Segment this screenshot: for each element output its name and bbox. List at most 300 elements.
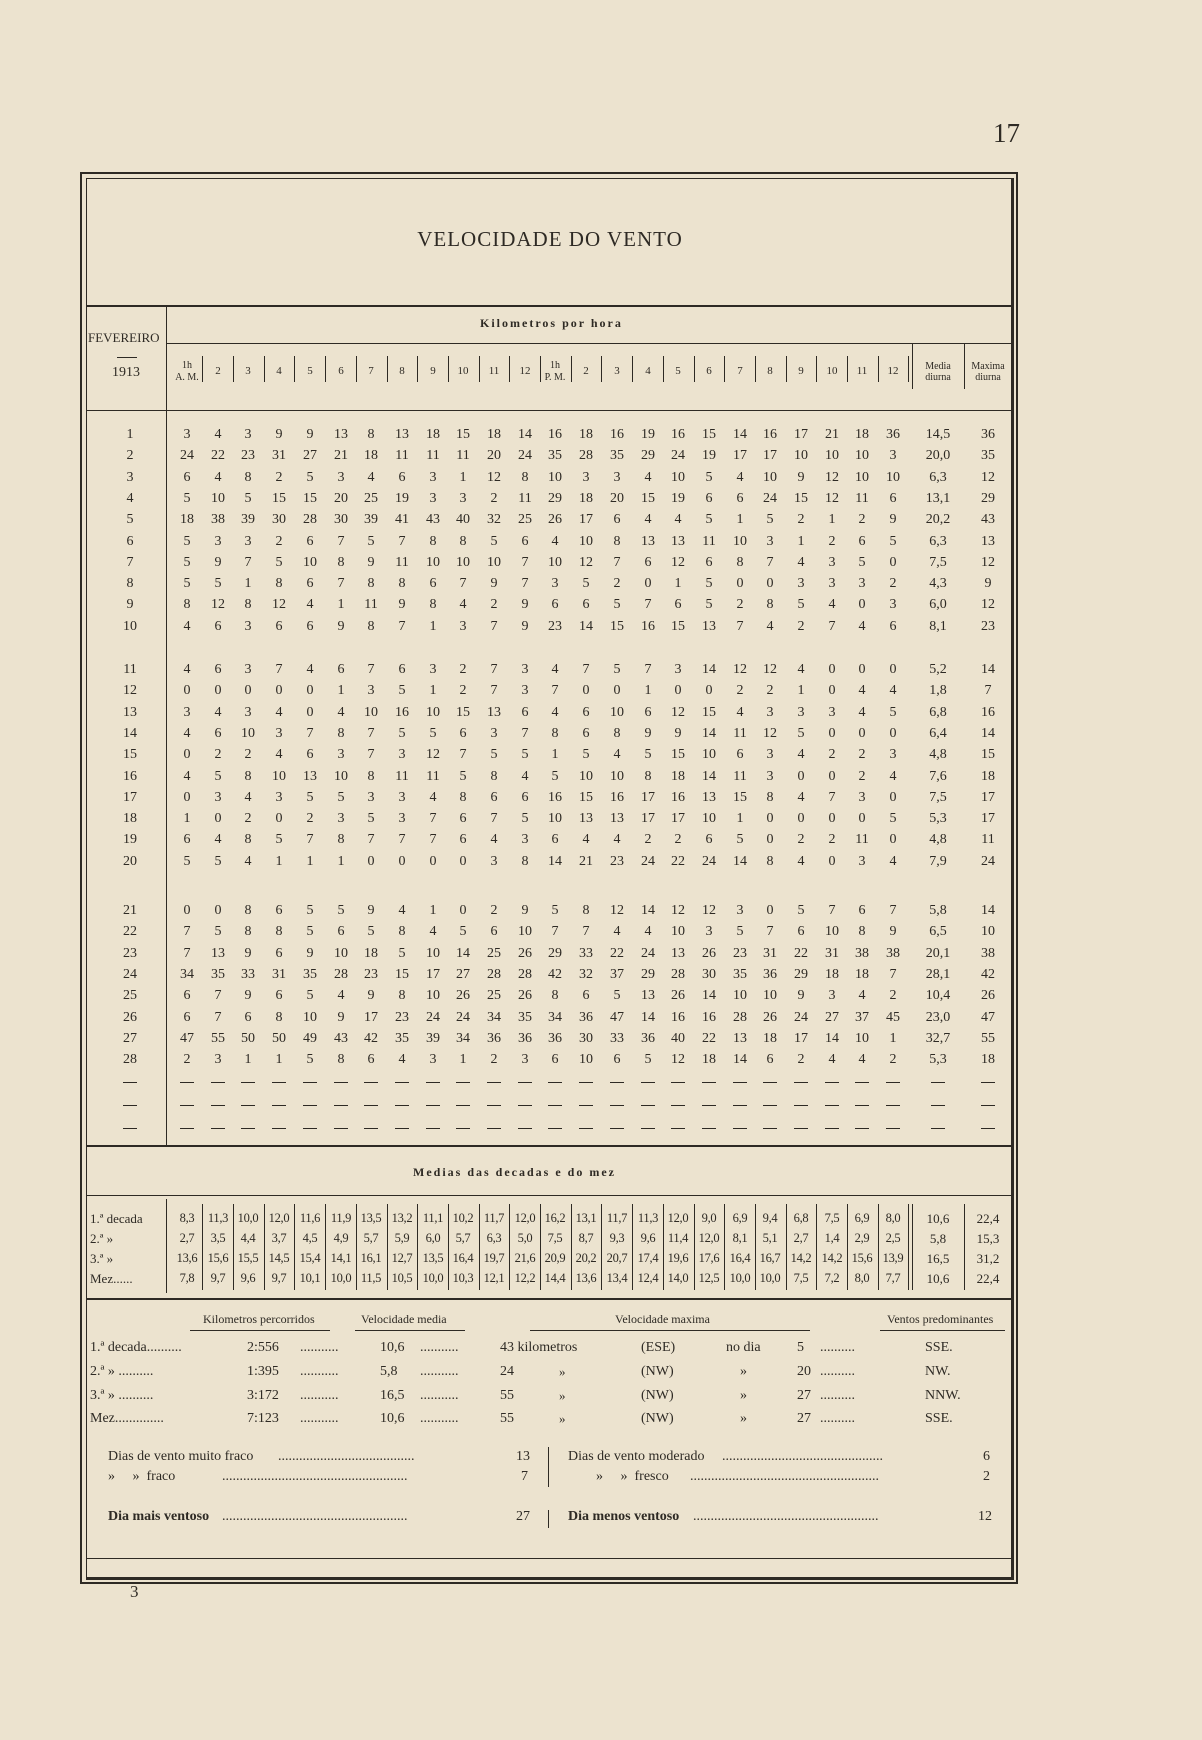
hourly-value: 10 [610,705,624,720]
km-value: 1:395 [247,1364,279,1379]
hourly-value: 16 [548,427,562,442]
hourly-value: 15 [456,705,470,720]
hourly-value: 5 [705,470,713,485]
hourly-value: 2 [214,747,222,762]
decade-bottom-rule [86,1298,1014,1300]
hourly-value: 9 [797,470,805,485]
hourly-value: 42 [364,1031,378,1046]
hourly-value: 13 [733,1031,747,1046]
hourly-value: 28 [733,1010,747,1025]
hourly-value: 8 [398,576,406,591]
hourly-value: 3 [244,534,252,549]
hourly-value: 18 [579,491,593,506]
hourly-value: 40 [671,1031,685,1046]
empty-cell-dash [886,1105,900,1106]
hourly-value: 7 [766,924,774,939]
decade-value: 10,0 [237,1211,259,1225]
decade-value: 10,0 [759,1271,781,1285]
hourly-value: 3 [828,705,836,720]
hourly-value: 12 [426,747,440,762]
decade-value: 19,6 [667,1251,689,1265]
hourly-value: 24 [426,1010,440,1025]
hourly-value: 8 [367,427,375,442]
media-diurna-value: 14,5 [925,427,951,442]
hour-column-divider [540,356,541,382]
hourly-value: 4 [828,1052,836,1067]
hourly-value: 6 [459,832,467,847]
empty-cell-dash [395,1128,409,1129]
hourly-value: 39 [241,512,255,527]
hourly-value: 41 [395,512,409,527]
hourly-value: 26 [456,988,470,1003]
hourly-value: 13 [702,619,716,634]
hourly-value: 10 [426,946,440,961]
media-diurna-value: 6,5 [929,924,947,939]
maxima-diurna-value: 42 [981,967,995,982]
decade-value: 12,5 [698,1271,720,1285]
day-number: 7 [126,555,134,570]
hourly-value: 11 [855,832,869,847]
hourly-value: 3 [674,662,682,677]
hourly-value: 33 [241,967,255,982]
hourly-value: 9 [521,597,529,612]
decade-value: 9,4 [762,1211,778,1225]
hourly-value: 5 [889,811,897,826]
hourly-value: 5 [521,747,529,762]
hourly-value: 12 [763,662,777,677]
hourly-value: 10 [211,491,225,506]
vmedia-value: 16,5 [380,1388,405,1403]
hourly-value: 0 [183,683,191,698]
hourly-value: 7 [889,967,897,982]
hourly-value: 4 [337,705,345,720]
hourly-value: 5 [244,491,252,506]
vmax-header-rule [530,1330,810,1331]
decade-value: 11,3 [637,1211,659,1225]
hourly-value: 6 [582,597,590,612]
day-number: 3 [126,470,134,485]
decade-value: 13,5 [422,1251,444,1265]
hour-column-divider [694,356,695,382]
hourly-value: 11 [733,726,747,741]
hourly-value: 7 [521,726,529,741]
hourly-value: 7 [306,832,314,847]
decade-value: 9,6 [240,1271,256,1285]
hourly-value: 18 [855,427,869,442]
hourly-value: 3 [275,790,283,805]
day-column-divider [166,305,167,1145]
hourly-value: 4 [183,619,191,634]
empty-cell-dash [364,1082,378,1083]
hourly-value: 12 [702,903,716,918]
hourly-value: 0 [797,769,805,784]
decade-value: 10,0 [330,1271,352,1285]
empty-cell-dash [825,1082,839,1083]
decade-value: 10,5 [391,1271,413,1285]
hourly-value: 6 [214,726,222,741]
hourly-value: 16 [395,705,409,720]
hourly-value: 10 [702,811,716,826]
hour-header: 10 [457,365,469,377]
hourly-value: 6 [275,619,283,634]
hourly-value: 3 [244,705,252,720]
no-dia-label: » [740,1364,747,1379]
hourly-value: 36 [579,1010,593,1025]
decade-value: 2,5 [885,1231,901,1245]
hour-column-divider [571,356,572,382]
empty-cell-dash [702,1082,716,1083]
hourly-value: 12 [272,597,286,612]
decade-media: 10,6 [926,1211,950,1226]
hourly-value: 6 [736,747,744,762]
hourly-value: 2 [797,512,805,527]
hourly-value: 6 [644,705,652,720]
hourly-value: 9 [398,597,406,612]
hourly-value: 9 [337,1010,345,1025]
empty-cell-dash [395,1082,409,1083]
hour-column-divider [387,356,388,382]
hourly-value: 6 [214,662,222,677]
hourly-value: 8 [275,576,283,591]
hourly-value: 6 [797,924,805,939]
hourly-value: 16 [610,427,624,442]
day-number: 28 [123,1052,137,1067]
hourly-value: 18 [426,427,440,442]
hourly-value: 4 [644,470,652,485]
media-diurna-value: 4,3 [929,576,947,591]
moderado-label: Dias de vento moderado [568,1449,705,1464]
hourly-value: 4 [183,726,191,741]
hourly-value: 16 [702,1010,716,1025]
hourly-value: 15 [702,427,716,442]
hourly-value: 10 [579,534,593,549]
hourly-value: 50 [272,1031,286,1046]
hourly-value: 0 [429,854,437,869]
hourly-value: 4 [398,903,406,918]
hourly-value: 4 [644,512,652,527]
decade-value: 6,8 [793,1211,809,1225]
empty-cell-dash [886,1128,900,1129]
dots: ........... [420,1340,459,1355]
hourly-value: 0 [214,903,222,918]
empty-cell-dash [579,1082,593,1083]
hourly-value: 7 [828,903,836,918]
decade-value: 2,9 [854,1231,870,1245]
hourly-value: 0 [889,555,897,570]
hourly-value: 0 [766,903,774,918]
hourly-value: 8 [613,726,621,741]
hourly-value: 9 [275,427,283,442]
day-number: 13 [123,705,137,720]
decade-value: 3,5 [210,1231,226,1245]
empty-cell-dash [123,1128,137,1129]
vmax-day: 20 [797,1364,811,1379]
hourly-value: 14 [518,427,532,442]
hourly-value: 5 [306,988,314,1003]
hourly-value: 4 [398,1052,406,1067]
hourly-value: 23 [610,854,624,869]
hourly-value: 6 [705,832,713,847]
hourly-value: 5 [398,683,406,698]
hourly-value: 16 [641,619,655,634]
hourly-value: 15 [733,790,747,805]
hourly-value: 1 [551,747,559,762]
hour-header: 3 [614,365,620,377]
hourly-value: 0 [766,811,774,826]
decade-label: 3.ª » [90,1251,114,1266]
decade-value: 6,3 [486,1231,502,1245]
no-dia-label: » [740,1411,747,1426]
decade-value: 13,2 [391,1211,413,1225]
hourly-value: 19 [641,427,655,442]
empty-cell-dash [180,1082,194,1083]
hour-column-divider [448,356,449,382]
empty-cell-dash [211,1128,225,1129]
empty-cell-dash [641,1105,655,1106]
hourly-value: 26 [548,512,562,527]
decade-value: 12,4 [637,1271,659,1285]
hourly-value: 2 [858,769,866,784]
media-diurna-value: 8,1 [929,619,947,634]
hourly-value: 0 [275,683,283,698]
hourly-value: 3 [828,555,836,570]
hour-header: 1h P. M. [544,360,566,383]
hourly-value: 10 [671,470,685,485]
ventos-value: SSE. [925,1411,953,1426]
hour-header: 3 [245,365,251,377]
empty-cell-dash [548,1082,562,1083]
hourly-value: 5 [858,555,866,570]
decade-column-divider [878,1204,879,1290]
ventos-header-rule [880,1330,1005,1331]
hourly-value: 12 [671,705,685,720]
decade-value: 11,6 [299,1211,321,1225]
muito-fraco-label: Dias de vento muito fraco [108,1449,254,1464]
decade-value: 10,1 [299,1271,321,1285]
hourly-value: 6 [705,491,713,506]
hourly-value: 6 [613,1052,621,1067]
hourly-value: 26 [518,946,532,961]
hourly-value: 26 [702,946,716,961]
hourly-value: 22 [211,448,225,463]
hourly-value: 0 [459,903,467,918]
dots: ...................................................... [690,1469,879,1484]
hourly-value: 10 [334,769,348,784]
empty-cell-dash [931,1128,945,1129]
maxima-diurna-value: 23 [981,619,995,634]
hourly-value: 8 [521,470,529,485]
hourly-value: 23 [733,946,747,961]
media-diurna-value: 1,8 [929,683,947,698]
empty-cell-dash [456,1105,470,1106]
hour-column-divider [816,356,817,382]
hourly-value: 3 [367,683,375,698]
hourly-value: 3 [766,705,774,720]
hour-header: 8 [767,365,773,377]
hourly-value: 18 [364,448,378,463]
day-number: 17 [123,790,137,805]
hourly-value: 5 [459,924,467,939]
hourly-value: 3 [183,427,191,442]
hourly-value: 9 [367,903,375,918]
hourly-value: 4 [429,924,437,939]
hourly-value: 9 [244,946,252,961]
hour-column-divider [908,356,909,382]
decade-column-divider [816,1204,817,1290]
decade-column-divider [356,1204,357,1290]
hourly-value: 4 [183,662,191,677]
hourly-value: 24 [763,491,777,506]
hourly-value: 3 [214,1052,222,1067]
hourly-value: 10 [303,1010,317,1025]
hourly-value: 6 [490,924,498,939]
dots: ....................................... [278,1449,415,1464]
hourly-value: 0 [858,597,866,612]
hour-header: 6 [338,365,344,377]
hourly-value: 7 [613,555,621,570]
hourly-value: 24 [794,1010,808,1025]
hour-column-divider [878,356,879,382]
hourly-value: 10 [579,1052,593,1067]
hourly-value: 6 [858,534,866,549]
media-diurna-value: 6,3 [929,534,947,549]
empty-cell-dash [641,1128,655,1129]
hourly-value: 5 [398,726,406,741]
summary-row-label: Mez.............. [90,1411,164,1426]
year-underline [117,357,137,358]
hourly-value: 43 [426,512,440,527]
media-diurna-value: 5,2 [929,662,947,677]
hourly-value: 2 [828,534,836,549]
menos-ventoso-label: Dia menos ventoso [568,1509,680,1524]
day-number: 25 [123,988,137,1003]
decade-value: 15,5 [237,1251,259,1265]
hourly-value: 17 [641,811,655,826]
dots: ........... [420,1364,459,1379]
hourly-value: 5 [183,534,191,549]
hourly-value: 47 [180,1031,194,1046]
hourly-value: 5 [306,1052,314,1067]
hourly-value: 0 [244,683,252,698]
mais-ventoso-label: Dia mais ventoso [108,1509,210,1524]
hour-header: 11 [856,365,868,377]
vmedia-value: 5,8 [380,1364,398,1379]
hourly-value: 5 [797,903,805,918]
hourly-value: 8 [337,832,345,847]
hourly-value: 17 [671,811,685,826]
hourly-value: 6 [551,597,559,612]
maxima-diurna-value: 35 [981,448,995,463]
hourly-value: 2 [644,832,652,847]
decade-value: 14,4 [544,1271,566,1285]
hourly-value: 10 [733,988,747,1003]
hourly-value: 1 [797,683,805,698]
hourly-value: 15 [671,619,685,634]
hourly-value: 10 [825,448,839,463]
hourly-value: 8 [367,576,375,591]
hourly-value: 27 [303,448,317,463]
hourly-value: 8 [398,924,406,939]
year-label: 1913 [112,365,140,380]
hourly-value: 29 [641,448,655,463]
empty-cell-dash [241,1128,255,1129]
hourly-value: 9 [521,903,529,918]
hourly-value: 5 [306,470,314,485]
day-number: 5 [126,512,134,527]
hourly-value: 5 [183,555,191,570]
frame-inner [86,178,1014,1580]
decade-value: 1,4 [824,1231,840,1245]
hourly-value: 27 [456,967,470,982]
empty-cell-dash [579,1128,593,1129]
hourly-value: 8 [613,534,621,549]
empty-cell-dash [211,1082,225,1083]
hourly-value: 2 [828,832,836,847]
empty-cell-dash [886,1082,900,1083]
media-diurna-value: 6,3 [929,470,947,485]
hourly-value: 6 [858,903,866,918]
hourly-value: 14 [733,1052,747,1067]
decade-column-divider [663,1204,664,1290]
hourly-value: 16 [548,790,562,805]
hourly-value: 6 [306,619,314,634]
hourly-value: 5 [214,769,222,784]
hourly-value: 4 [306,662,314,677]
hourly-value: 25 [518,512,532,527]
hourly-value: 35 [733,967,747,982]
decade-maxima: 15,3 [976,1231,1000,1246]
hourly-value: 7 [551,924,559,939]
decade-column-divider [755,1204,756,1290]
hourly-value: 0 [766,576,774,591]
hourly-value: 7 [551,683,559,698]
media-diurna-value: 10,4 [925,988,951,1003]
hourly-value: 2 [613,576,621,591]
summary-row-label: 1.ª decada.......... [90,1340,182,1355]
hourly-value: 5 [183,854,191,869]
hourly-value: 4 [736,470,744,485]
empty-cell-dash [518,1105,532,1106]
hourly-value: 24 [641,854,655,869]
decade-value: 12,0 [268,1211,290,1225]
maxima-diurna-value: 16 [981,705,995,720]
decade-column-divider [325,1204,326,1290]
decade-value: 16,7 [759,1251,781,1265]
empty-cell-dash [487,1082,501,1083]
hour-header: 4 [276,365,282,377]
decade-value: 11,1 [422,1211,444,1225]
day-number: 2 [126,448,134,463]
hourly-value: 5 [889,534,897,549]
hour-column-divider [601,356,602,382]
hourly-value: 17 [579,512,593,527]
decade-column-divider [509,1204,510,1290]
hourly-value: 11 [456,448,470,463]
decade-value: 11,3 [207,1211,229,1225]
hourly-value: 7 [306,726,314,741]
empty-cell-dash [641,1082,655,1083]
dots: .......... [820,1340,855,1355]
hourly-value: 3 [828,576,836,591]
hourly-value: 13 [395,427,409,442]
hourly-value: 9 [889,924,897,939]
hourly-value: 4 [613,832,621,847]
hourly-value: 0 [858,811,866,826]
hourly-value: 7 [367,832,375,847]
hourly-value: 22 [702,1031,716,1046]
hourly-value: 14 [641,1010,655,1025]
hourly-value: 6 [244,1010,252,1025]
